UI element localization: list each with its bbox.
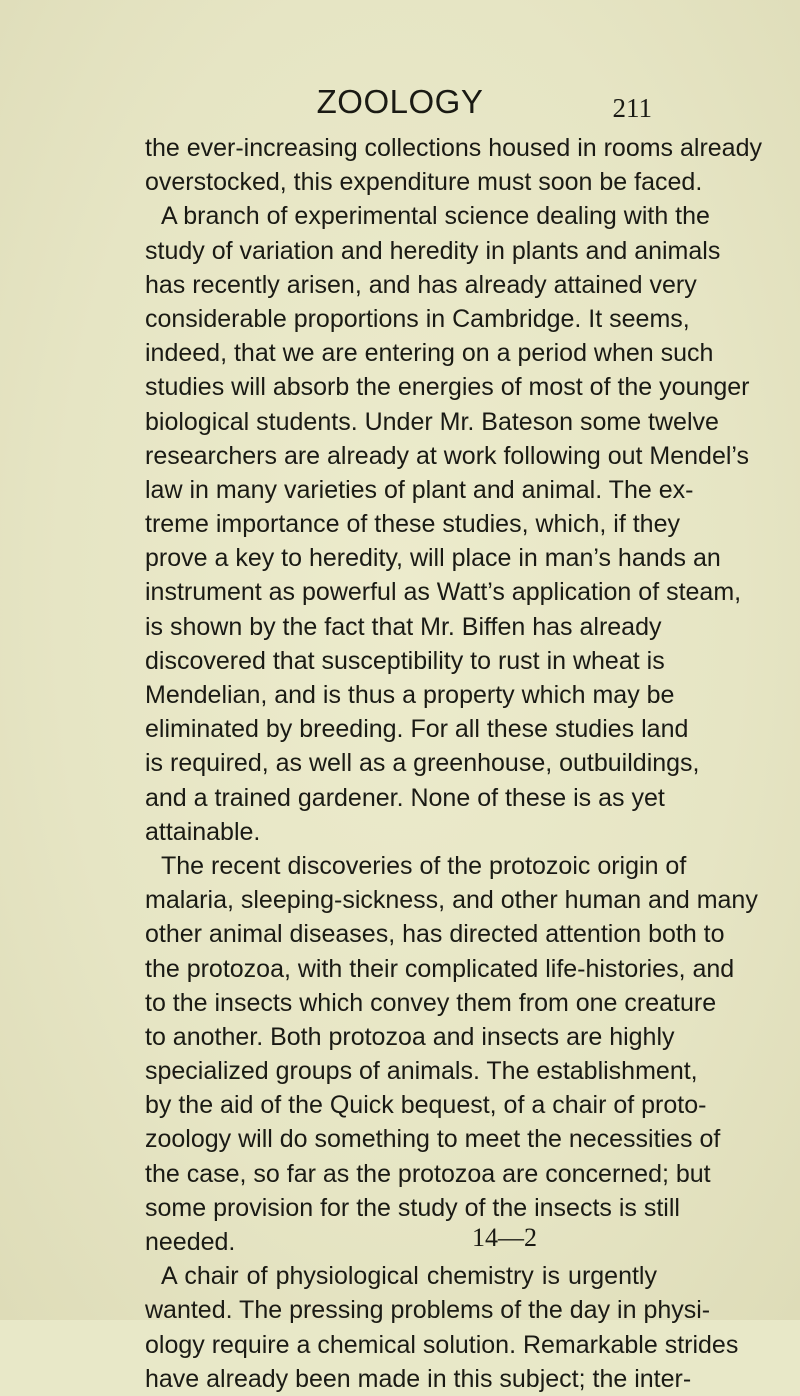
text-line: indeed, that we are entering on a period when such [145, 339, 714, 368]
text-line: to another. Both protozoa and insects are highly [145, 1022, 675, 1051]
text-line: The recent discoveries of the protozoic origin of [161, 851, 687, 880]
text-line: considerable proportions in Cambridge. It seems, [145, 304, 690, 333]
text-line: A branch of experimental science dealing with the [161, 202, 710, 231]
page-number: 211 [612, 93, 652, 123]
text-line: prove a key to heredity, will place in man’s hands an [145, 544, 721, 573]
text-line: needed. [145, 1228, 236, 1256]
text-line: has recently arisen, and has already attained very [145, 270, 697, 299]
text-line: instrument as powerful as Watt’s application of steam, [145, 578, 742, 607]
text-line: law in many varieties of plant and animal. The ex- [145, 475, 694, 504]
page-title: ZOOLOGY [316, 83, 484, 120]
text-line: A chair of physiological chemistry is urgently [161, 1262, 657, 1291]
text-line: other animal diseases, has directed attention both to [145, 920, 725, 949]
text-line: the protozoa, with their complicated life-histories, and [145, 954, 735, 983]
text-line: malaria, sleeping-sickness, and other human and many [145, 886, 758, 915]
text-line: zoology will do something to meet the necessities of [145, 1125, 721, 1154]
text-line: discovered that susceptibility to rust in wheat is [145, 646, 665, 675]
running-head [0, 82, 800, 122]
text-line: studies will absorb the energies of most of the younger [145, 373, 750, 402]
text-line: overstocked, this expenditure must soon be faced. [145, 168, 703, 197]
text-line: and a trained gardener. None of these is as yet [145, 783, 665, 812]
text-line: to the insects which convey them from one creature [145, 988, 717, 1017]
text-line: ology require a chemical solution. Remarkable strides [145, 1330, 739, 1359]
text-line: is shown by the fact that Mr. Biffen has already [145, 612, 662, 641]
text-line: researchers are already at work following out Mendel’s [145, 441, 750, 470]
text-line: attainable. [145, 817, 261, 846]
text-line: by the aid of the Quick bequest, of a chair of proto- [145, 1091, 707, 1120]
text-line: wanted. The pressing problems of the day in physi- [145, 1296, 711, 1325]
text-line: study of variation and heredity in plants and animals [145, 236, 721, 265]
body-text [145, 131, 762, 1396]
text-line: Mendelian, and is thus a property which may be [145, 681, 675, 709]
text-line: the case, so far as the protozoa are concerned; but [145, 1159, 711, 1188]
text-line: specialized groups of animals. The establishment, [145, 1057, 698, 1086]
text-line: the ever-increasing collections housed in rooms already [145, 134, 762, 162]
text-line: biological students. Under Mr. Bateson some twelve [145, 407, 719, 436]
text-line: some provision for the study of the insects is still [145, 1193, 680, 1222]
text-line: treme importance of these studies, which, if they [145, 510, 680, 539]
text-line: have already been made in this subject; the inter- [145, 1364, 692, 1393]
text-line: is required, as well as a greenhouse, outbuildings, [145, 749, 700, 778]
text-line: eliminated by breeding. For all these studies land [145, 715, 689, 744]
signature-mark: 14—2 [472, 1223, 537, 1252]
